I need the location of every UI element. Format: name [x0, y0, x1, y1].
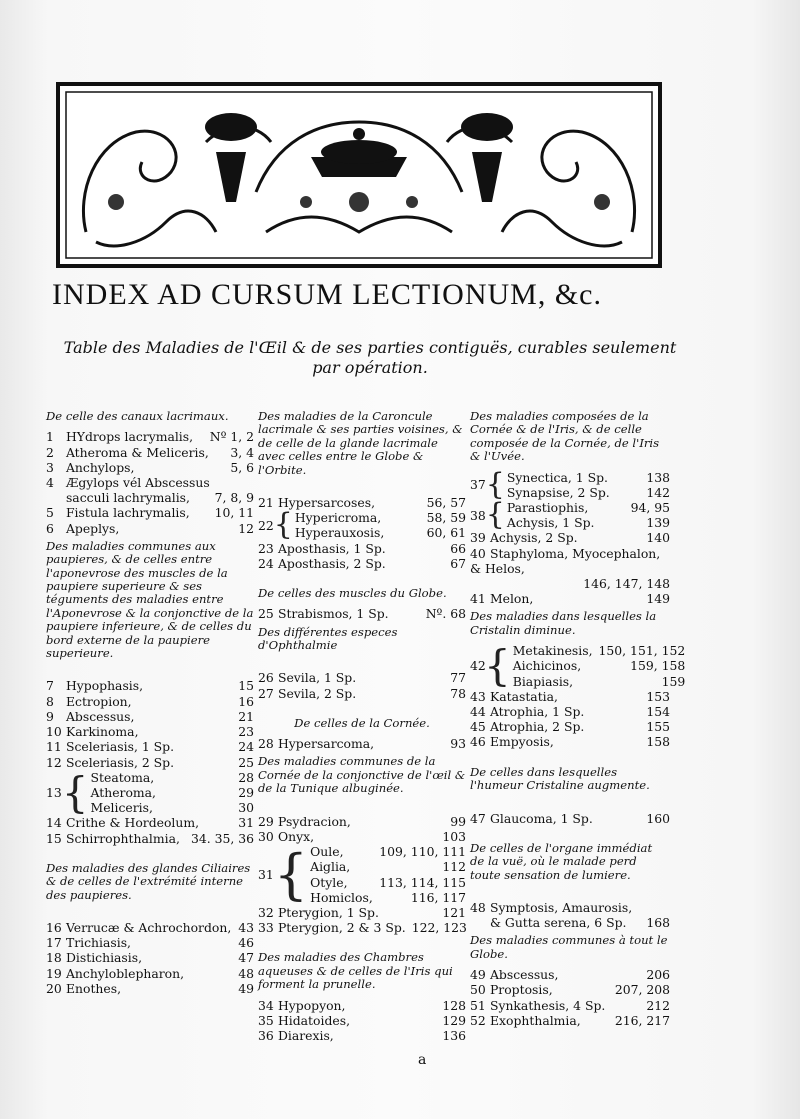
index-entry: 11 Sceleriasis, 1 Sp. 24 — [46, 739, 254, 755]
index-entry: 12 Sceleriasis, 2 Sp. 25 — [46, 754, 254, 770]
index-entry: Achysis, 1 Sp. 139 — [506, 515, 670, 531]
index-entry: Synapsise, 2 Sp. 142 — [506, 484, 670, 500]
index-entry: 51 Synkathesis, 4 Sp. 212 — [470, 997, 670, 1013]
index-entry: Synectica, 1 Sp. 138 — [506, 469, 670, 485]
section-heading: De celles de l'organe immédiat de la vuë, où le malade perd toute sensation de lumiere. — [470, 840, 653, 882]
index-entry: 32 Pterygion, 1 Sp. 121 — [258, 904, 466, 920]
index-entry: 15 Schirrophthalmia, 34. 35, 36 — [46, 830, 254, 846]
section-heading: Des maladies communes à tout le Globe. — [470, 933, 668, 961]
index-entry: 40 Staphyloma, Myocephalon, & Helos, — [470, 545, 661, 576]
index-entry: 26 Sevila, 1 Sp. 77 — [258, 670, 466, 686]
index-entry: 29 Psydracion, 99 — [258, 813, 466, 829]
index-entry: Meliceris, 30 — [90, 800, 254, 816]
section-heading: De celle des canaux lacrimaux. — [46, 409, 229, 423]
index-entry: 7 Hypophasis, 15 — [46, 678, 254, 694]
section-heading: De celles de la Cornée. — [294, 715, 430, 730]
index-entry: 1 HYdrops lacrymalis, Nº 1, 2 — [46, 429, 254, 445]
index-entry: 5 Fistula lachrymalis, 10, 11 — [46, 505, 254, 521]
index-entry: 41 Melon, 149 — [470, 591, 670, 607]
index-entry: 19 Anchyloblepharon, 48 — [46, 965, 254, 981]
index-column-2 — [258, 406, 466, 1043]
index-entry: 45 Atrophia, 2 Sp. 155 — [470, 719, 670, 735]
index-entry: Atheroma, 29 — [90, 784, 254, 800]
index-entry: 34 Hypopyon, 128 — [258, 997, 466, 1013]
index-entry: sacculi lachrymalis, 7, 8, 9 — [65, 490, 254, 506]
index-entry: & Gutta serena, 6 Sp. 168 — [489, 915, 670, 931]
signature-mark: a — [418, 1052, 427, 1068]
index-entry: Otyle, 113, 114, 115 — [310, 874, 466, 890]
index-entry-group: 31 { Oule, 109, 110, 111 Aiglia, 112 Otyle, 113, 114, 115 Homiclos, 116, 117 — [258, 842, 466, 906]
index-entry: 14 Crithe & Hordeolum, 31 — [46, 815, 254, 831]
index-entry: Steatoma, 28 — [90, 769, 254, 785]
index-entry: 44 Atrophia, 1 Sp. 154 — [470, 704, 670, 720]
section-heading: Des maladies communes de la Cornée de la conjonctive de l'œil & de la Tunique albuginée. — [258, 754, 466, 796]
index-entry: 47 Glaucoma, 1 Sp. 160 — [470, 810, 670, 826]
index-entry-group: 13 { Steatoma, 28 Atheroma, 29 Meliceris, 30 — [46, 767, 254, 817]
index-entry: 17 Trichiasis, 46 — [46, 935, 254, 951]
index-entry-group: 22 { Hypericroma, 58, 59 Hyperauxosis, 60, 61 — [258, 507, 466, 543]
index-entry: 50 Proptosis, 207, 208 — [470, 982, 670, 998]
index-entry: 4 Ægylops vél Abscessus — [46, 475, 210, 491]
index-column-3 — [470, 406, 686, 1028]
index-entry: 20 Enothes, 49 — [46, 980, 254, 996]
index-entry: Aiglia, 112 — [310, 859, 466, 875]
index-entry: Biapiasis, 159 — [512, 673, 686, 689]
index-entry: Metakinesis, 150, 151, 152 — [512, 643, 686, 659]
index-entry: 48 Symptosis, Amaurosis, — [470, 899, 633, 915]
index-entry: 6 Apeplys, 12 — [46, 520, 254, 536]
index-entry: 18 Distichiasis, 47 — [46, 950, 254, 966]
index-entry: 146, 147, 148 — [583, 576, 670, 592]
index-entry: 49 Abscessus, 206 — [470, 967, 670, 983]
index-entry: Aichicinos, 159, 158 — [512, 658, 686, 674]
section-heading: Des différentes especes d'Ophthalmie — [258, 624, 398, 653]
index-entry: 52 Exophthalmia, 216, 217 — [470, 1012, 670, 1028]
index-entry: 24 Aposthasis, 2 Sp. 67 — [258, 555, 466, 571]
section-heading: Des maladies dans lesquelles la Cristalin diminue. — [470, 609, 657, 637]
index-entry: 39 Achysis, 2 Sp. 140 — [470, 530, 670, 546]
section-heading: Des maladies des Chambres aqueuses & de celles de l'Iris qui forment la prunelle. — [258, 950, 453, 992]
index-entry: 3 Anchylops, 5, 6 — [46, 459, 254, 475]
index-entry: Hyperauxosis, 60, 61 — [294, 525, 466, 541]
index-entry: Homiclos, 116, 117 — [310, 889, 466, 905]
section-heading: De celles dans lesquelles l'humeur Cristaline augmente. — [470, 764, 650, 793]
page-subtitle: Table des Maladies de l'Œil & de ses parties contiguës, curables seulement par opération. — [63, 338, 677, 377]
index-entry: 25 Strabismos, 1 Sp. Nº. 68 — [258, 606, 466, 622]
index-entry: 21 Hypersarcoses, 56, 57 — [258, 495, 466, 511]
index-entry: 9 Abscessus, 21 — [46, 708, 254, 724]
index-entry-group: 42 { Metakinesis, 150, 151, 152 Aichicinos, 159, 158 Biapiasis, 159 — [470, 641, 686, 691]
index-entry: 33 Pterygion, 2 & 3 Sp. 122, 123 — [258, 920, 467, 936]
index-entry: 30 Onyx, 103 — [258, 828, 466, 844]
index-entry: 35 Hidatoides, 129 — [258, 1012, 466, 1028]
index-entry-group: 38 { Parastiophis, 94, 95 Achysis, 1 Sp. 139 — [470, 497, 670, 533]
index-entry: 23 Aposthasis, 1 Sp. 66 — [258, 540, 466, 556]
index-entry: 28 Hypersarcoma, 93 — [258, 736, 466, 752]
index-entry: Parastiophis, 94, 95 — [506, 500, 670, 516]
section-heading: Des maladies composées de la Cornée & de l'Iris, & de celle composée de la Cornée, de l'Iris & l'Uvée. — [470, 409, 660, 464]
ornamental-headpiece — [56, 82, 662, 268]
index-column-1 — [46, 406, 254, 996]
index-entry: 2 Atheroma & Meliceris, 3, 4 — [46, 444, 254, 460]
section-heading: Des maladies des glandes Ciliaires & de celles de l'extrémité interne des paupieres. — [46, 860, 251, 902]
index-entry: 8 Ectropion, 16 — [46, 693, 254, 709]
index-entry: 46 Empyosis, 158 — [470, 734, 670, 750]
page-title: INDEX AD CURSUM LECTIONUM, &c. — [52, 278, 602, 311]
section-heading: De celles des muscles du Globe. — [258, 586, 447, 601]
index-entry: 36 Diarexis, 136 — [258, 1027, 466, 1043]
index-entry-group: 37 { Synectica, 1 Sp. 138 Synapsise, 2 Sp. 142 — [470, 466, 670, 502]
index-entry: Oule, 109, 110, 111 — [310, 844, 466, 860]
index-entry: Hypericroma, 58, 59 — [294, 510, 466, 526]
section-heading: Des maladies de la Caroncule lacrimale & ses parties voisines, & de celle de la glande lacrimale avec celles entre le Globe & l'Orbite. — [258, 409, 463, 477]
index-entry: 16 Verrucæ & Achrochordon, 43 — [46, 919, 254, 935]
index-entry: 43 Katastatia, 153 — [470, 688, 670, 704]
index-entry: 27 Sevila, 2 Sp. 78 — [258, 685, 466, 701]
section-heading: Des maladies communes aux paupieres, & de celles entre l'aponevrose des muscles de la paupiere superieure & ses téguments des maladies entre l'Aponevrose & la conjonctive de la paupiere inferieure, & de celles du bord externe de la paupiere superieure. — [46, 538, 254, 661]
index-entry: 10 Karkinoma, 23 — [46, 724, 254, 740]
